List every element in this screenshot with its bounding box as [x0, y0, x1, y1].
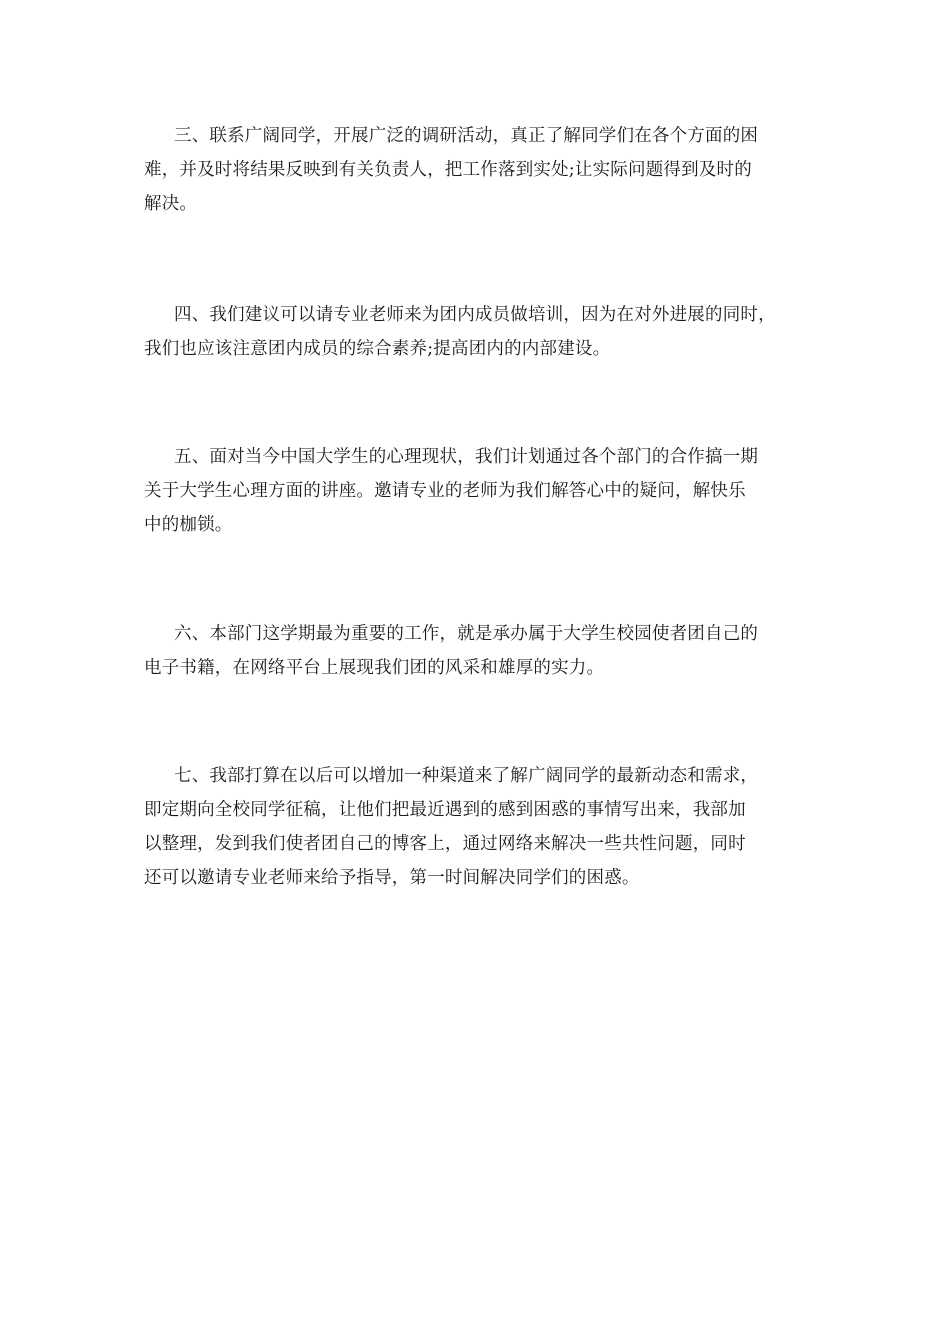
- paragraph-line: 以整理，发到我们使者团自己的博客上，通过网络来解决一些共性问题，同时: [144, 834, 746, 854]
- paragraph-line: 我们也应该注意团内成员的综合素养;提高团内的内部建设。: [144, 339, 611, 359]
- paragraph-line: 还可以邀请专业老师来给予指导，第一时间解决同学们的困惑。: [144, 868, 640, 888]
- paragraph-six: [144, 617, 814, 685]
- paragraph-four: [144, 298, 814, 366]
- paragraph-line: 五、面对当今中国大学生的心理现状，我们计划通过各个部门的合作搞一期: [174, 447, 759, 467]
- paragraph-five: [144, 440, 814, 542]
- paragraph-line: 中的枷锁。: [144, 515, 233, 535]
- paragraph-line: 难，并及时将结果反映到有关负责人，把工作落到实处;让实际问题得到及时的: [144, 160, 752, 180]
- paragraph-line: 六、本部门这学期最为重要的工作，就是承办属于大学生校园使者团自己的: [174, 624, 759, 644]
- paragraph-line: 四、我们建议可以请专业老师来为团内成员做培训，因为在对外进展的同时，: [174, 305, 776, 325]
- paragraph-line: 关于大学生心理方面的讲座。邀请专业的老师为我们解答心中的疑问，解快乐: [144, 481, 746, 501]
- paragraph-line: 解决。: [144, 194, 198, 214]
- paragraph-line: 即定期向全校同学征稿，让他们把最近遇到的感到困惑的事情写出来，我部加: [144, 800, 746, 820]
- paragraph-line: 电子书籍，在网络平台上展现我们团的风采和雄厚的实力。: [144, 658, 605, 678]
- paragraph-line: 三、联系广阔同学，开展广泛的调研活动，真正了解同学们在各个方面的困: [174, 126, 759, 146]
- paragraph-line: 七、我部打算在以后可以增加一种渠道来了解广阔同学的最新动态和需求，: [174, 766, 759, 786]
- paragraph-seven: [144, 759, 814, 895]
- paragraph-three: [144, 119, 814, 221]
